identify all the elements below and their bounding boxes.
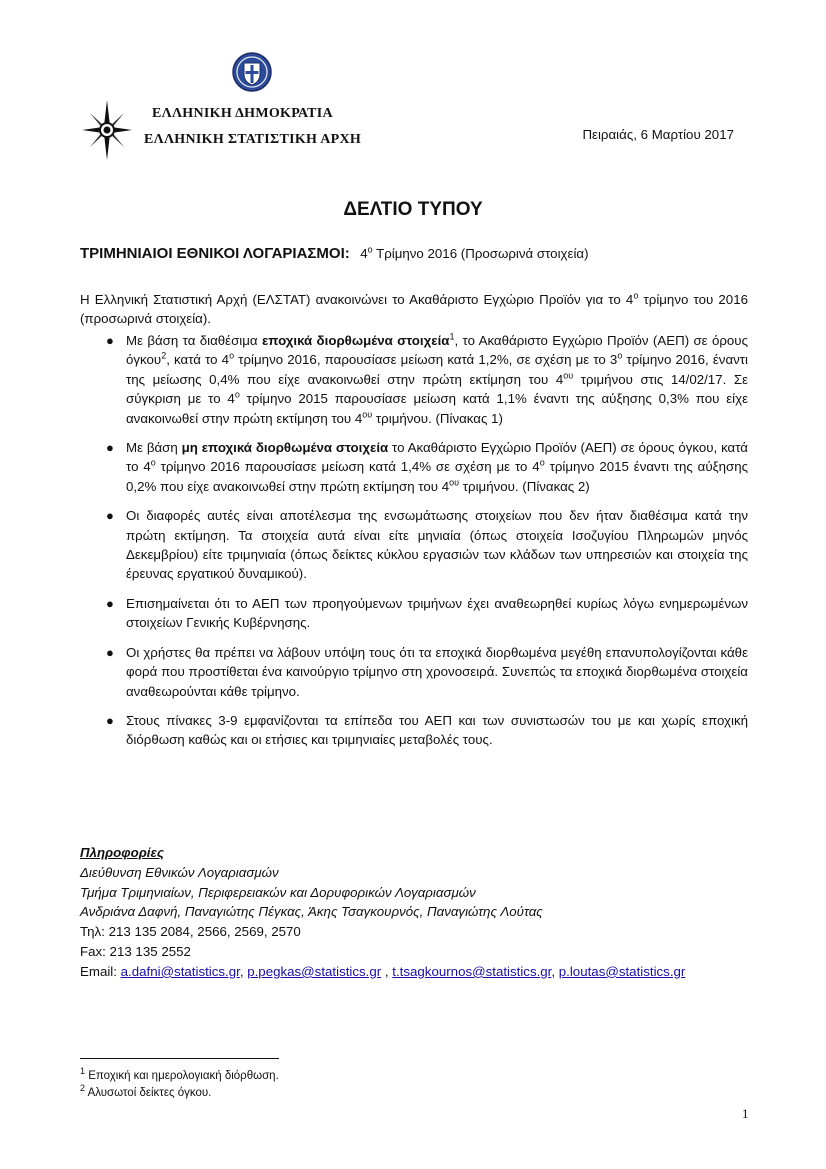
org-name-line1: ΕΛΛΗΝΙΚΗ ΔΗΜΟΚΡΑΤΙΑ [152,106,333,121]
contact-department: Διεύθυνση Εθνικών Λογαριασμών [80,864,279,880]
subtitle [80,245,589,263]
bullet-icon: ● [106,440,114,456]
contact-section: Τμήμα Τριμηνιαίων, Περιφερειακών και Δορυφορικών Λογαριασμών [80,884,476,900]
email-link-pegkas[interactable]: p.pegkas@statistics.gr [247,963,382,979]
list-item: ● Στους πίνακες 3-9 εμφανίζονται τα επίπεδα του ΑΕΠ και των συνιστωσών του με και χωρίς εποχική διόρθωση καθώς και οι ετήσιες και τριμηνιαίες μεταβολές τους. [106,712,748,748]
bullet-icon: ● [106,712,114,728]
email-link-loutas[interactable]: p.loutas@statistics.gr [558,963,686,979]
email-link-dafni[interactable]: a.dafni@statistics.gr [120,963,240,979]
intro-paragraph: Η Ελληνική Στατιστική Αρχή (ΕΛΣΤΑΤ) ανακοινώνει το Ακαθάριστο Εγχώριο Προϊόν για το $4^o$ τρίμηνο του 2016 (προσωρινά στοιχεία). [80,290,748,327]
email-link-tsagkournos[interactable]: t.tsagkournos@statistics.gr [392,963,552,979]
list-item: ● Επισημαίνεται ότι το ΑΕΠ των προηγούμενων τριμήνων έχει αναθεωρηθεί κυρίως λόγω ενημερωμένων στοιχείων Γενικής Κυβέρνησης. [106,595,748,631]
bullet-icon: ● [106,508,114,524]
list-item: ● Οι διαφορές αυτές είναι αποτέλεσμα της ενσωμάτωσης στοιχείων που δεν ήταν διαθέσιμα κατά την πρώτη εκτίμηση. Τα στοιχεία αυτά είναι είτε μηνιαία (όπως στοιχεία Ισοζυγίου Πληρωμών μηνός Δεκεμβρίου) είτε τριμηνιαία (όπως δείκτες κύκλου εργασιών των κλάδων των υπηρεσιών και στοιχεία της έρευνας εργατικού δυναμικού). [106,508,748,582]
bullet-icon: ● [106,644,114,660]
contact-fax: Fax: 213 135 2552 [80,943,191,959]
list-item: ● Οι χρήστες θα πρέπει να λάβουν υπόψη τους ότι τα εποχικά διορθωμένα μεγέθη επανυπολογίζονται κάθε φορά που προστίθεται ένα καινούργιο τρίμηνο στη χρονοσειρά. Συνεπώς τα εποχικά διορθωμένα στοιχεία αναθεωρούνται κάθε τρίμηνο. [106,644,748,699]
page-number: 1 [742,1106,749,1121]
list-item: ● Με βάση τα διαθέσιμα εποχικά διορθωμένα στοιχεία$^1$, το Ακαθάριστο Εγχώριο Προϊόν (ΑΕΠ) σε όρους όγκου$^2$, κατά το $4^o$ τρίμηνο 2016, παρουσίασε μείωση κατά 1,2%, σε σχέση με το $3^o$ τρίμηνο 2016, έναντι της μείωσης 0,4% που είχε ανακοινωθεί στην πρώτη εκτίμηση του $4^{o\upsilon}$ τριμήνου στις 14/02/17. Σε σύγκριση με το $4^o$ τρίμηνο 2015 παρουσίασε μείωση κατά 1,1% έναντι της αύξησης 0,3% που είχε ανακοινωθεί στην πρώτη εκτίμηση του $4^{o\upsilon}$ τριμήνου. (Πίνακας 1) [106,331,749,426]
contact-heading: Πληροφορίες [80,845,164,860]
bullet-list [80,331,748,760]
bullet-icon: ● [106,595,114,611]
page-title: ΔΕΛΤΙΟ ΤΥΠΟΥ [343,199,483,220]
contact-people: Ανδριάνα Δαφνή, Παναγιώτης Πέγκας, Άκης Τσαγκουρνός, Παναγιώτης Λούτας [80,904,543,920]
contact-phone: Τηλ: 213 135 2084, 2566, 2569, 2570 [80,924,301,940]
contact-block [80,843,780,982]
subtitle-quarter: $4^o$ Τρίμηνο 2016 (Προσωρινά στοιχεία) [360,244,589,261]
footnote-divider [80,1058,279,1059]
footnote-1: $^1$ Εποχική και ημερολογιακή διόρθωση. [80,1066,279,1082]
greek-emblem-icon [232,52,272,92]
bullet-icon: ● [106,333,114,348]
list-item: ● Με βάση μη εποχικά διορθωμένα στοιχεία το Ακαθάριστο Εγχώριο Προϊόν (ΑΕΠ) σε όρους όγκου, κατά το $4^o$ τρίμηνο 2016 παρουσίασε μείωση κατά 1,4% σε σχέση με το $4^o$ τρίμηνο 2015 έναντι της αύξησης 0,2% που είχε ανακοινωθεί στην πρώτη εκτίμηση του $4^{o\upsilon}$ τριμήνου. (Πίνακας 2) [106,440,749,494]
footnote-2: $^2$ Αλυσωτοί δείκτες όγκου. [80,1083,212,1099]
contact-emails: Email: a.dafni@statistics.gr, p.pegkas@statistics.gr , t.tsagkournos@statistics.gr, p.loutas@statistics.gr [80,963,686,979]
place-date: Πειραιάς, 6 Μαρτίου 2017 [582,127,734,142]
elstat-star-logo-icon [82,100,132,160]
subtitle-main: ΤΡΙΜΗΝΙΑΙΟΙ ΕΘΝΙΚΟΙ ΛΟΓΑΡΙΑΣΜΟΙ: [80,245,350,262]
footnotes [80,1068,279,1102]
org-name-line2: ΕΛΛΗΝΙΚΗ ΣΤΑΤΙΣΤΙΚΗ ΑΡΧΗ [144,132,362,147]
